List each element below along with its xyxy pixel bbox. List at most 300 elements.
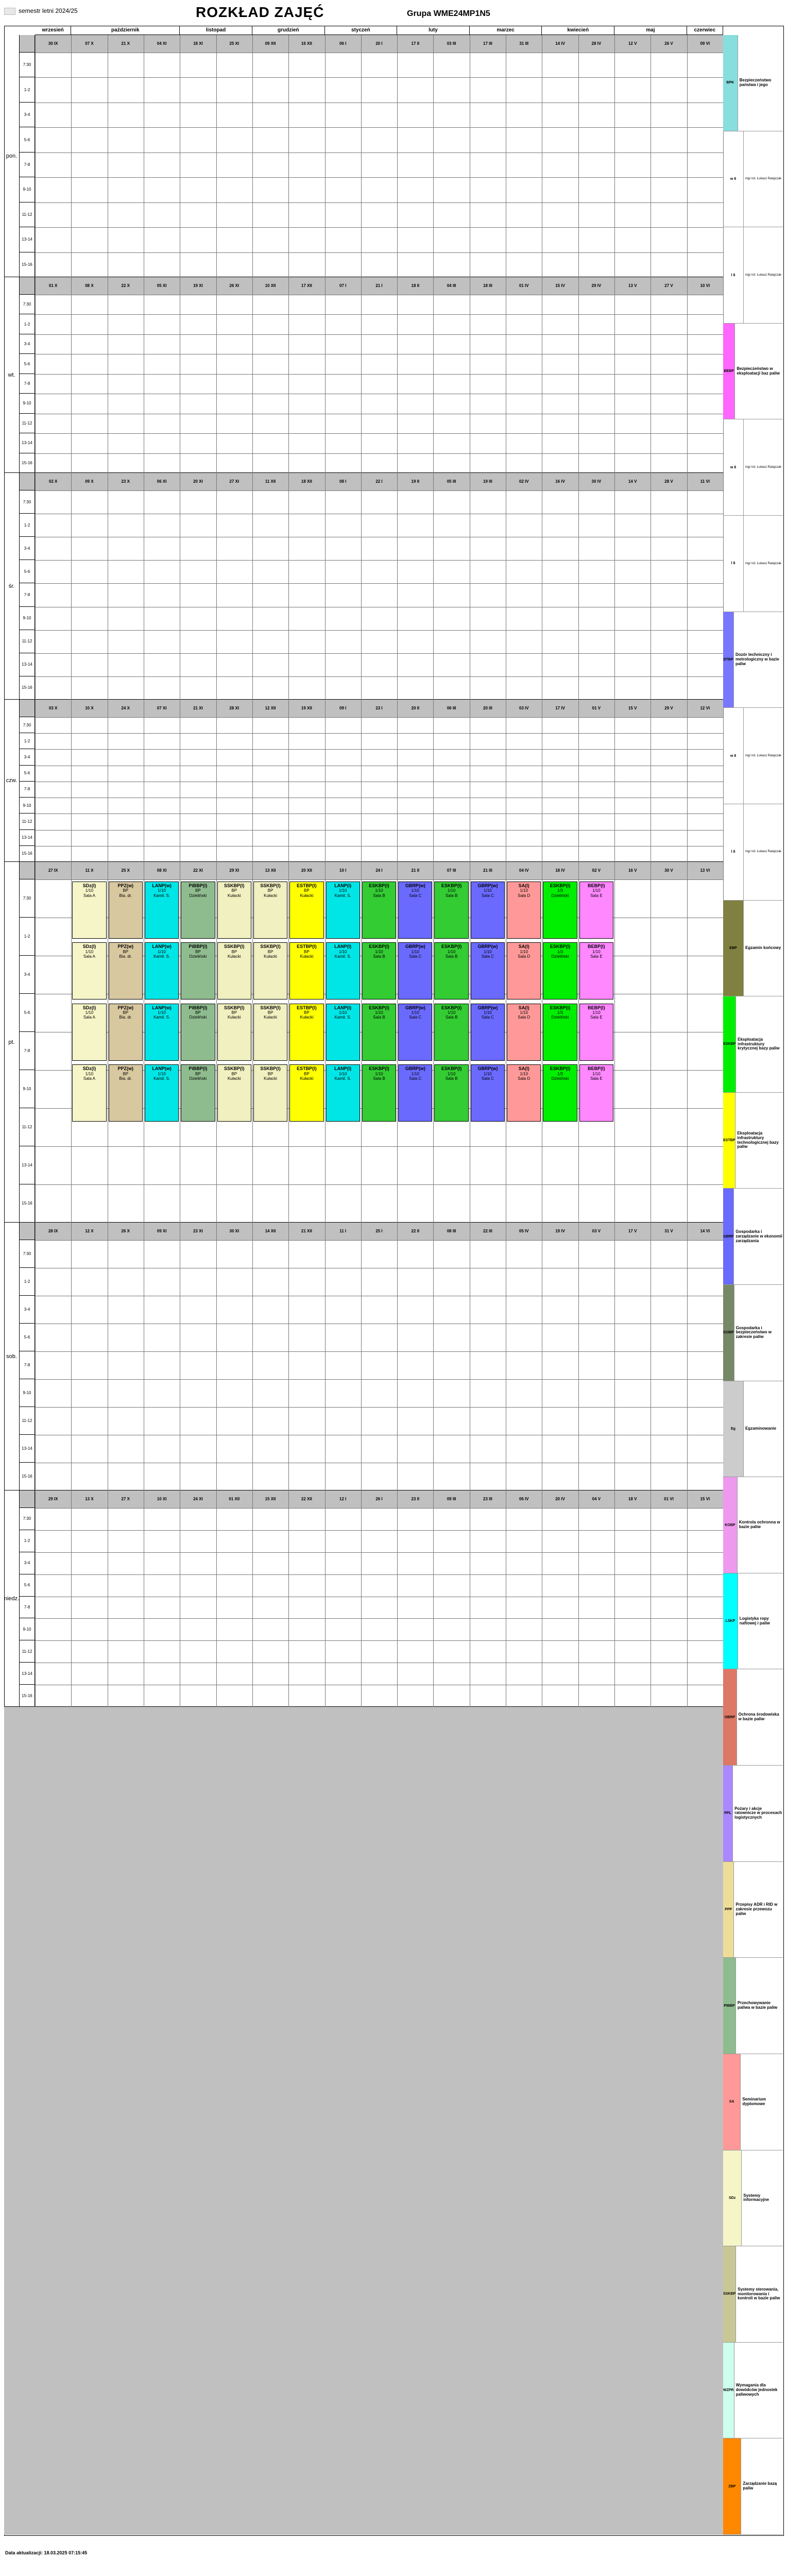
class-cell[interactable]: SSKBP(l) BP Kułacki	[217, 942, 251, 999]
class-cell[interactable]: SDz(l) 1/10 Sala A	[72, 1004, 106, 1061]
date-label: 03 X	[48, 706, 58, 710]
slot-label: 9-10	[20, 394, 35, 413]
legend-code: BEBP	[723, 324, 735, 419]
class-cell[interactable]: SDz(l) 1/10 Sala A	[72, 942, 106, 999]
date-bar	[35, 1490, 723, 1508]
class-cell[interactable]: SSKBP(l) BP Kułacki	[253, 1004, 287, 1061]
date-label: 15 IV	[555, 283, 565, 288]
date-label: 08 I	[339, 479, 347, 484]
date-label: 30 V	[664, 868, 673, 873]
date-label: 17 XII	[301, 283, 312, 288]
class-cell[interactable]: LANP(w) 1/10 Kamil. S.	[145, 1064, 179, 1122]
class-cell[interactable]: ESKBP(l) 1/3 Dzieliński	[543, 942, 577, 999]
slot-label: 5-6	[20, 994, 35, 1032]
date-label: 19 IV	[555, 1229, 565, 1233]
month-0: wrzesień	[35, 26, 71, 35]
empty-area	[35, 1707, 723, 2535]
slot-label: 3-4	[20, 1296, 35, 1324]
class-cell[interactable]: ESKBP(l) 1/10 Sala B	[362, 942, 396, 999]
slot-label: 7:30	[20, 53, 35, 77]
class-cell[interactable]: ESKBP(l) 1/10 Sala B	[434, 942, 468, 999]
date-label: 10 VI	[700, 283, 710, 288]
class-cell[interactable]: LANP(l) 1/10 Kamil. S.	[326, 1004, 360, 1061]
legend-code: PPP	[723, 1862, 734, 1958]
legend-row	[723, 804, 783, 901]
date-label: 18 II	[411, 283, 420, 288]
date-label: 11 X	[85, 868, 94, 873]
legend-code: l 8	[723, 516, 744, 612]
date-label: 17 III	[483, 41, 492, 46]
day-label: pt.	[4, 862, 20, 1223]
class-cell[interactable]: GBRP(w) 1/10 Sala C	[471, 1064, 505, 1122]
date-label: 04 XI	[157, 41, 167, 46]
class-cell[interactable]: SA(l) 1/10 Sala D	[507, 1004, 541, 1061]
date-label: 15 V	[628, 706, 637, 710]
slot-label: 15-16	[20, 676, 35, 700]
empty-area	[4, 1707, 35, 2535]
date-label: 13 X	[85, 1497, 94, 1501]
class-cell[interactable]: ESTBP(l) BP Kułacki	[289, 942, 323, 999]
legend-code: GOBP	[723, 1285, 734, 1381]
class-cell[interactable]: ESKBP(l) 1/3 Dzieliński	[543, 1064, 577, 1122]
legend-row	[723, 2438, 783, 2535]
date-label: 06 III	[447, 706, 456, 710]
day-label: sob.	[4, 1223, 20, 1490]
slot-label: 9-10	[20, 607, 35, 630]
legend-text: mgr inż. Łukasz Ratajczak	[745, 177, 782, 181]
day-label: niedz.	[4, 1490, 20, 1707]
class-cell[interactable]: PiBBP(l) BP Dzieliński	[181, 1064, 215, 1122]
date-label: 18 XII	[301, 479, 312, 484]
legend-code: GBRP	[723, 1189, 734, 1284]
date-label: 20 XII	[301, 868, 312, 873]
date-label: 29 IV	[591, 283, 602, 288]
date-label: 27 XI	[229, 479, 239, 484]
date-label: 16 IV	[555, 479, 565, 484]
class-cell[interactable]: ESKBP(l) 1/3 Dzieliński	[543, 1004, 577, 1061]
legend-text: mgr inż. Łukasz Ratajczak	[745, 465, 782, 469]
legend-row	[723, 1766, 783, 1862]
legend-code: w 8	[723, 131, 744, 227]
date-label: 09 III	[447, 1497, 456, 1501]
slot-label: 7-8	[20, 374, 35, 394]
class-cell[interactable]: SDz(l) 1/10 Sala A	[72, 1064, 106, 1122]
class-cell[interactable]: SSKBP(l) BP Kułacki	[217, 1064, 251, 1122]
date-label: 06 I	[339, 41, 347, 46]
update-date: Data aktualizacji: 18.03.2025 07:15:45	[5, 2550, 88, 2555]
date-label: 26 XI	[229, 283, 239, 288]
date-label: 21 II	[411, 868, 420, 873]
date-label: 11 I	[339, 1229, 347, 1233]
slot-label: 7:30	[20, 717, 35, 733]
class-cell[interactable]: GBRP(w) 1/10 Sala C	[471, 882, 505, 939]
day-label: wt.	[4, 277, 20, 473]
legend-code: KOBP	[723, 1477, 738, 1573]
date-label: 22 XI	[193, 868, 203, 873]
legend-text: mgr inż. Łukasz Ratajczak	[745, 273, 782, 277]
date-label: 26 X	[121, 1229, 130, 1233]
class-cell[interactable]: ESKBP(l) 1/3 Dzieliński	[543, 882, 577, 939]
class-cell[interactable]: GBRP(w) 1/10 Sala C	[471, 942, 505, 999]
month-6: marzec	[470, 26, 542, 35]
legend-row	[723, 2150, 783, 2247]
legend-code: SA	[723, 2054, 741, 2150]
date-label: 08 XI	[157, 868, 167, 873]
date-label: 25 I	[375, 1229, 383, 1233]
legend-text: Bezpieczeństwo w eksploatacji baz paliw	[737, 366, 780, 376]
slot-label: 13-14	[20, 1146, 35, 1184]
month-2: listopad	[180, 26, 252, 35]
legend-row	[723, 612, 783, 708]
slot-label: 7:30	[20, 295, 35, 314]
legend-text: Zarządzanie bazą paliw	[743, 2481, 777, 2491]
legend-code: SSKBP	[723, 2246, 736, 2342]
date-label: 06 IV	[519, 1497, 529, 1501]
date-label: 22 I	[375, 479, 383, 484]
class-cell[interactable]: BEBP(l) 1/10 Sala E	[579, 942, 613, 999]
date-label: 03 III	[447, 41, 456, 46]
date-label: 03 IV	[519, 706, 529, 710]
slot-header	[20, 277, 35, 295]
date-label: 07 I	[339, 283, 347, 288]
date-label: 17 II	[411, 41, 420, 46]
legend-text: Dozór techniczny i metrologiczny w bazie paliw	[735, 652, 779, 666]
legend-text: Seminarium dyplomowe	[742, 2096, 766, 2106]
date-label: 01 X	[48, 283, 58, 288]
slot-label: 1-2	[20, 733, 35, 749]
class-cell[interactable]: GBRP(w) 1/10 Sala C	[398, 882, 432, 939]
legend-row	[723, 1285, 783, 1381]
date-label: 04 III	[447, 283, 456, 288]
class-cell[interactable]: ESTBP(l) BP Kułacki	[289, 882, 323, 939]
legend-code: ESKBP	[723, 996, 736, 1092]
date-label: 29 IX	[48, 1497, 58, 1501]
date-label: 26 V	[664, 41, 673, 46]
class-cell[interactable]: ESKBP(l) 1/10 Sala B	[434, 882, 468, 939]
slot-label: 11-12	[20, 630, 35, 653]
legend-row	[723, 1093, 783, 1189]
class-cell[interactable]: SSKBP(l) BP Kułacki	[253, 882, 287, 939]
class-cell[interactable]: LANP(l) 1/10 Kamil. S.	[326, 942, 360, 999]
page-header	[0, 0, 787, 26]
class-cell[interactable]: GBRP(w) 1/10 Sala C	[398, 1004, 432, 1061]
slot-label: 15-16	[20, 252, 35, 277]
slot-label: 1-2	[20, 514, 35, 537]
date-label: 26 I	[375, 1497, 383, 1501]
slot-label: 15-16	[20, 1184, 35, 1223]
date-label: 13 VI	[700, 868, 710, 873]
date-label: 18 XI	[193, 41, 203, 46]
slot-label: 3-4	[20, 334, 35, 354]
class-cell[interactable]: ESTBP(l) BP Kułacki	[289, 1004, 323, 1061]
month-3: grudzień	[252, 26, 325, 35]
class-cell[interactable]: LANP(w) 1/10 Kamil. S.	[145, 942, 179, 999]
date-label: 19 II	[411, 479, 420, 484]
date-label: 21 XII	[301, 1229, 312, 1233]
date-label: 18 V	[628, 1497, 637, 1501]
class-cell[interactable]: ESKBP(l) 1/10 Sala B	[434, 1064, 468, 1122]
date-label: 07 XI	[157, 706, 167, 710]
date-label: 02 V	[592, 868, 601, 873]
date-label: 31 V	[664, 1229, 673, 1233]
class-cell[interactable]: SDz(l) 1/10 Sala A	[72, 882, 106, 939]
legend-row	[723, 1862, 783, 1958]
legend-code: l 8	[723, 227, 744, 323]
class-cell[interactable]: BEBP(l) 1/10 Sala E	[579, 882, 613, 939]
slot-label: 5-6	[20, 354, 35, 374]
class-cell[interactable]: SA(l) 1/10 Sala D	[507, 882, 541, 939]
slot-label: 7:30	[20, 1508, 35, 1530]
date-label: 23 XI	[193, 1229, 203, 1233]
legend-text: mgr inż. Łukasz Ratajczak	[745, 562, 782, 565]
date-label: 05 IV	[519, 1229, 529, 1233]
date-label: 19 XI	[193, 283, 203, 288]
slot-label: 5-6	[20, 127, 35, 152]
legend-text: Bezpieczeństwo państwa i jego	[739, 78, 772, 87]
date-label: 01 VI	[664, 1497, 674, 1501]
date-label: 23 II	[411, 1497, 420, 1501]
date-label: 17 V	[628, 1229, 637, 1233]
date-label: 01 V	[592, 706, 601, 710]
date-label: 10 XII	[265, 283, 276, 288]
slot-label: 3-4	[20, 537, 35, 560]
legend-code: EBP	[723, 901, 744, 996]
slot-header	[20, 35, 35, 53]
date-label: 04 IV	[519, 868, 529, 873]
class-cell[interactable]: SSKBP(l) BP Kułacki	[217, 882, 251, 939]
legend-text: Gospodarka i bezpieczeństwo w zakresie paliw	[735, 1325, 772, 1340]
legend-code: PIBBP	[723, 1958, 736, 2054]
date-label: 09 VI	[700, 41, 710, 46]
class-cell[interactable]: GBRP(w) 1/10 Sala C	[398, 942, 432, 999]
slot-label: 3-4	[20, 1552, 35, 1574]
slot-label: 11-12	[20, 1407, 35, 1435]
slot-label: 11-12	[20, 814, 35, 829]
slot-header	[20, 700, 35, 717]
slot-label: 1-2	[20, 314, 35, 334]
slot-label: 13-14	[20, 1663, 35, 1685]
class-cell[interactable]: ESKBP(l) 1/10 Sala B	[362, 882, 396, 939]
date-label: 29 XI	[229, 868, 239, 873]
slot-label: 1-2	[20, 1268, 35, 1296]
date-label: 18 III	[483, 283, 492, 288]
class-cell[interactable]: PPZ(w) BP Bia. dr.	[109, 882, 143, 939]
date-label: 14 V	[628, 479, 637, 484]
date-label: 14 IV	[555, 41, 565, 46]
slot-label: 13-14	[20, 433, 35, 453]
day-label: pon.	[4, 35, 20, 277]
legend-code: ZBP	[723, 2438, 741, 2534]
date-label: 12 I	[339, 1497, 347, 1501]
class-cell[interactable]: SA(l) 1/10 Sala D	[507, 1064, 541, 1122]
slot-label: 11-12	[20, 414, 35, 433]
slot-label: 7:30	[20, 490, 35, 514]
date-label: 28 IV	[591, 41, 602, 46]
slot-header	[20, 1223, 35, 1240]
slot-label: 7:30	[20, 1240, 35, 1268]
date-label: 20 XI	[193, 479, 203, 484]
date-label: 22 II	[411, 1229, 420, 1233]
date-label: 08 III	[447, 1229, 456, 1233]
slot-label: 13-14	[20, 653, 35, 676]
slot-label: 13-14	[20, 227, 35, 252]
legend-row	[723, 1477, 783, 1573]
semester-label: semestr letni 2024/25	[4, 7, 78, 15]
slot-label: 5-6	[20, 766, 35, 782]
class-cell[interactable]: LANP(w) 1/10 Kamil. S.	[145, 1004, 179, 1061]
date-label: 19 XII	[301, 706, 312, 710]
class-cell[interactable]: GBRP(w) 1/10 Sala C	[471, 1004, 505, 1061]
legend-text: Przepisy ADR i RID w zakresie przewozu paliw	[735, 1902, 778, 1916]
month-4: styczeń	[325, 26, 398, 35]
legend-row	[723, 1669, 783, 1766]
legend-row	[723, 227, 783, 324]
class-cell[interactable]: PiBBP(l) BP Dzieliński	[181, 1004, 215, 1061]
slot-label: 15-16	[20, 453, 35, 473]
legend-text: mgr inż. Łukasz Ratajczak	[745, 850, 782, 854]
legend-code: Eg	[723, 1381, 744, 1477]
legend-code: l 8	[723, 804, 744, 900]
legend-text: Logistyka ropy naftowej i paliw	[739, 1616, 770, 1625]
slot-label: 7-8	[20, 782, 35, 798]
date-label: 21 I	[375, 283, 383, 288]
date-label: 10 I	[339, 868, 347, 873]
slot-label: 7-8	[20, 1351, 35, 1379]
date-label: 09 I	[339, 706, 347, 710]
slot-label: 5-6	[20, 560, 35, 583]
date-label: 30 IV	[591, 479, 602, 484]
class-cell[interactable]: BEBP(l) 1/10 Sala E	[579, 1064, 613, 1122]
slot-label: 9-10	[20, 177, 35, 202]
slot-label: 13-14	[20, 830, 35, 846]
class-cell[interactable]: LANP(l) 1/10 Kamil. S.	[326, 1064, 360, 1122]
slot-label: 11-12	[20, 202, 35, 227]
month-1: październik	[71, 26, 180, 35]
slot-header	[20, 473, 35, 490]
legend-row	[723, 35, 783, 131]
date-label: 05 XI	[157, 283, 167, 288]
legend-text: mgr inż. Łukasz Ratajczak	[745, 754, 782, 757]
slot-label: 7:30	[20, 879, 35, 918]
class-cell[interactable]: SSKBP(l) BP Kułacki	[253, 942, 287, 999]
class-cell[interactable]: ESKBP(l) 1/10 Sala B	[362, 1064, 396, 1122]
class-cell[interactable]: LANP(w) 1/10 Kamil. S.	[145, 882, 179, 939]
date-label: 17 IV	[555, 706, 565, 710]
class-cell[interactable]: ESKBP(l) 1/10 Sala B	[362, 1004, 396, 1061]
legend-code: w 8	[723, 708, 744, 804]
date-label: 07 X	[85, 41, 94, 46]
date-label: 28 XI	[229, 706, 239, 710]
date-label: 01 XII	[229, 1497, 240, 1501]
date-label: 20 IV	[555, 1497, 565, 1501]
date-label: 22 X	[121, 283, 130, 288]
date-label: 07 III	[447, 868, 456, 873]
date-label: 10 XI	[157, 1497, 167, 1501]
date-label: 30 IX	[48, 41, 58, 46]
class-cell[interactable]: ESKBP(l) 1/10 Sala B	[434, 1004, 468, 1061]
class-cell[interactable]: PPZ(w) BP Bia. dr.	[109, 1004, 143, 1061]
date-label: 14 VI	[700, 1229, 710, 1233]
legend-row	[723, 419, 783, 516]
date-label: 16 XII	[301, 41, 312, 46]
slot-label: 5-6	[20, 1574, 35, 1597]
date-label: 28 V	[664, 479, 673, 484]
class-cell[interactable]: PPZ(w) BP Bia. dr.	[109, 942, 143, 999]
day-label: śr.	[4, 473, 20, 700]
legend-text: Eksploatacja infrastruktury technologicznej bazy paliw	[737, 1130, 779, 1149]
date-label: 04 V	[592, 1497, 601, 1501]
class-cell[interactable]: LANP(l) 1/10 Kamil. S.	[326, 882, 360, 939]
slot-label: 9-10	[20, 798, 35, 814]
class-cell[interactable]: SSKBP(l) BP Kułacki	[253, 1064, 287, 1122]
date-label: 09 XI	[157, 1229, 167, 1233]
date-label: 12 X	[85, 1229, 94, 1233]
slot-label: 15-16	[20, 1685, 35, 1707]
slot-label: 1-2	[20, 77, 35, 102]
legend-text: Egzaminowanie	[745, 1426, 777, 1431]
class-cell[interactable]: PiBBP(l) BP Dzieliński	[181, 882, 215, 939]
legend-code: BPK	[723, 35, 738, 131]
legend-row	[723, 2054, 783, 2150]
legend-code: PPL	[723, 1766, 733, 1861]
legend-code: DTBP	[723, 612, 734, 708]
date-label: 02 X	[48, 479, 58, 484]
class-cell[interactable]: SSKBP(l) BP Kułacki	[217, 1004, 251, 1061]
slot-label: 9-10	[20, 1379, 35, 1407]
slot-label: 11-12	[20, 1640, 35, 1663]
date-bar	[35, 35, 723, 53]
class-cell[interactable]: PPZ(w) BP Bia. dr.	[109, 1064, 143, 1122]
class-cell[interactable]: ESTBP(l) BP Kułacki	[289, 1064, 323, 1122]
class-cell[interactable]: PiBBP(l) BP Dzieliński	[181, 942, 215, 999]
slot-label: 3-4	[20, 103, 35, 127]
class-cell[interactable]: SA(l) 1/10 Sala D	[507, 942, 541, 999]
class-cell[interactable]: GBRP(w) 1/10 Sala C	[398, 1064, 432, 1122]
slot-label: 7-8	[20, 583, 35, 606]
date-label: 19 III	[483, 479, 492, 484]
date-label: 24 X	[121, 706, 130, 710]
legend-text: Eksploatacja infrastruktury krytycznej bazy paliw	[738, 1037, 780, 1051]
date-label: 12 VI	[700, 706, 710, 710]
date-label: 27 X	[121, 1497, 130, 1501]
month-7: kwiecień	[542, 26, 614, 35]
date-label: 03 V	[592, 1229, 601, 1233]
date-label: 23 X	[121, 479, 130, 484]
date-label: 13 XII	[265, 868, 276, 873]
legend-row	[723, 1573, 783, 1670]
date-bar	[35, 277, 723, 295]
date-label: 21 XI	[193, 706, 203, 710]
slot-label: 7-8	[20, 152, 35, 177]
slot-label: 7-8	[20, 1032, 35, 1070]
date-label: 09 XII	[265, 41, 276, 46]
class-cell[interactable]: BEBP(l) 1/10 Sala E	[579, 1004, 613, 1061]
slot-label: 15-16	[20, 1463, 35, 1490]
date-label: 13 V	[628, 283, 637, 288]
calendar-icon	[4, 8, 15, 15]
date-label: 08 X	[85, 283, 94, 288]
month-9: czerwiec	[687, 26, 723, 35]
legend-code: ESTBP	[723, 1093, 735, 1189]
legend-text: Przechowywanie paliwa w bazie paliw	[737, 2001, 778, 2010]
slot-header	[20, 862, 35, 879]
date-label: 11 XII	[265, 479, 276, 484]
legend-row	[723, 2343, 783, 2439]
date-label: 22 XII	[301, 1497, 312, 1501]
date-label: 15 XII	[265, 1497, 276, 1501]
slot-label: 15-16	[20, 846, 35, 862]
date-label: 25 XI	[229, 41, 239, 46]
